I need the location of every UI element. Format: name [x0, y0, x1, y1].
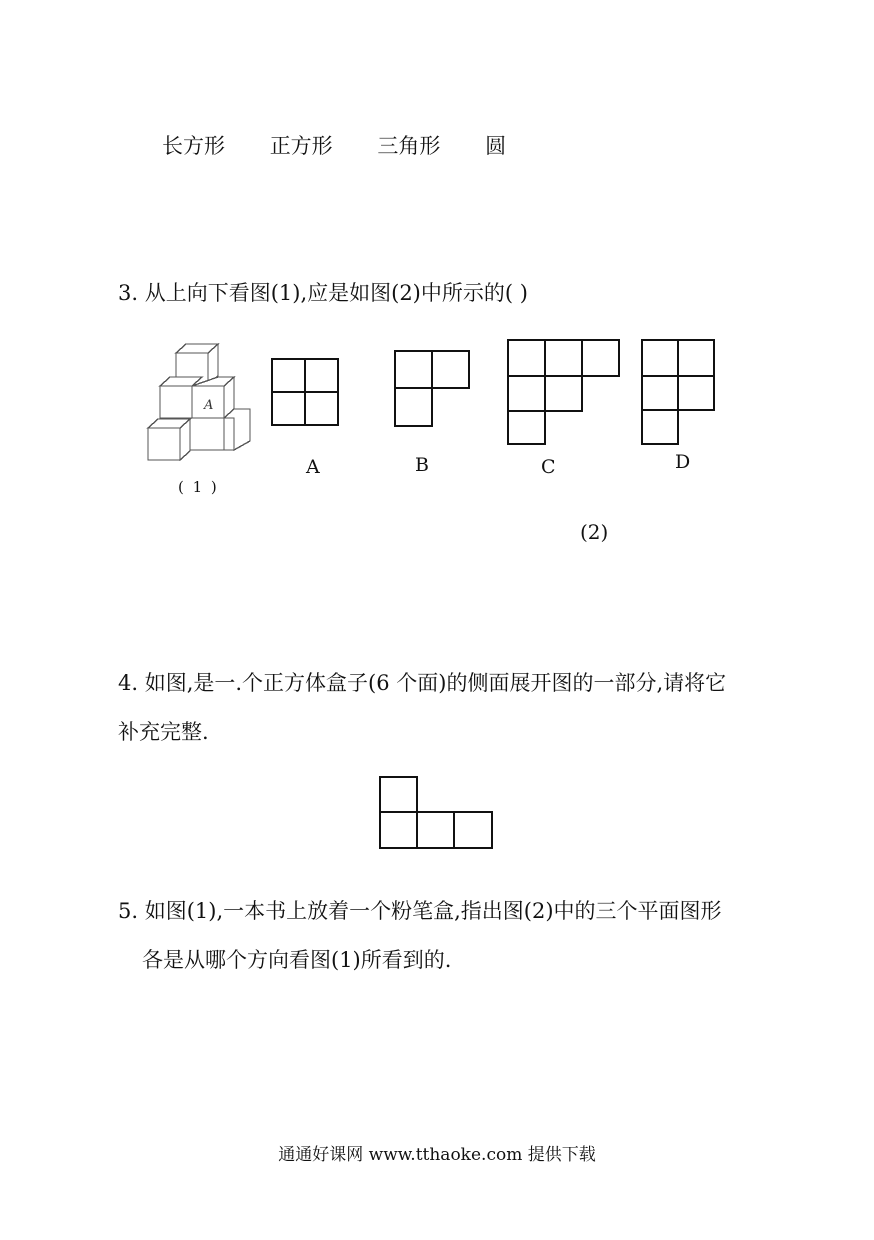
option-a-label: A — [306, 456, 320, 478]
option-c-figure — [506, 338, 624, 448]
question-4-line-1: 4. 如图,是一.个正方体盒子(6 个面)的侧面展开图的一部分,请将它 — [118, 671, 727, 695]
shape-name: 长方形 — [162, 134, 225, 158]
option-c-label: C — [541, 456, 556, 478]
shape-names-row — [162, 130, 544, 160]
page-footer: 通通好课网 www.tthaoke.com 提供下载 — [278, 1145, 596, 1165]
option-d-figure — [640, 338, 718, 448]
option-b-figure — [393, 349, 473, 431]
question-5-line-1: 5. 如图(1),一本书上放着一个粉笔盒,指出图(2)中的三个平面图形 — [118, 899, 722, 923]
shape-name: 三角形 — [377, 134, 441, 158]
shape-name: 圆 — [485, 134, 507, 158]
cube-net-figure — [378, 775, 496, 851]
option-d-label: D — [675, 451, 691, 473]
option-b-label: B — [415, 454, 429, 476]
question-4-line-2: 补充完整. — [118, 720, 209, 744]
question-3-text: 3. 从上向下看图(1),应是如图(2)中所示的( ) — [118, 281, 528, 305]
figure-1-label: ( 1 ) — [178, 478, 219, 496]
option-a-figure — [270, 357, 342, 429]
cube-label-a: A — [204, 398, 214, 413]
shape-name: 正方形 — [269, 134, 333, 158]
figure-2-label: (2) — [580, 520, 609, 544]
question-5-line-2: 各是从哪个方向看图(1)所看到的. — [142, 948, 452, 972]
